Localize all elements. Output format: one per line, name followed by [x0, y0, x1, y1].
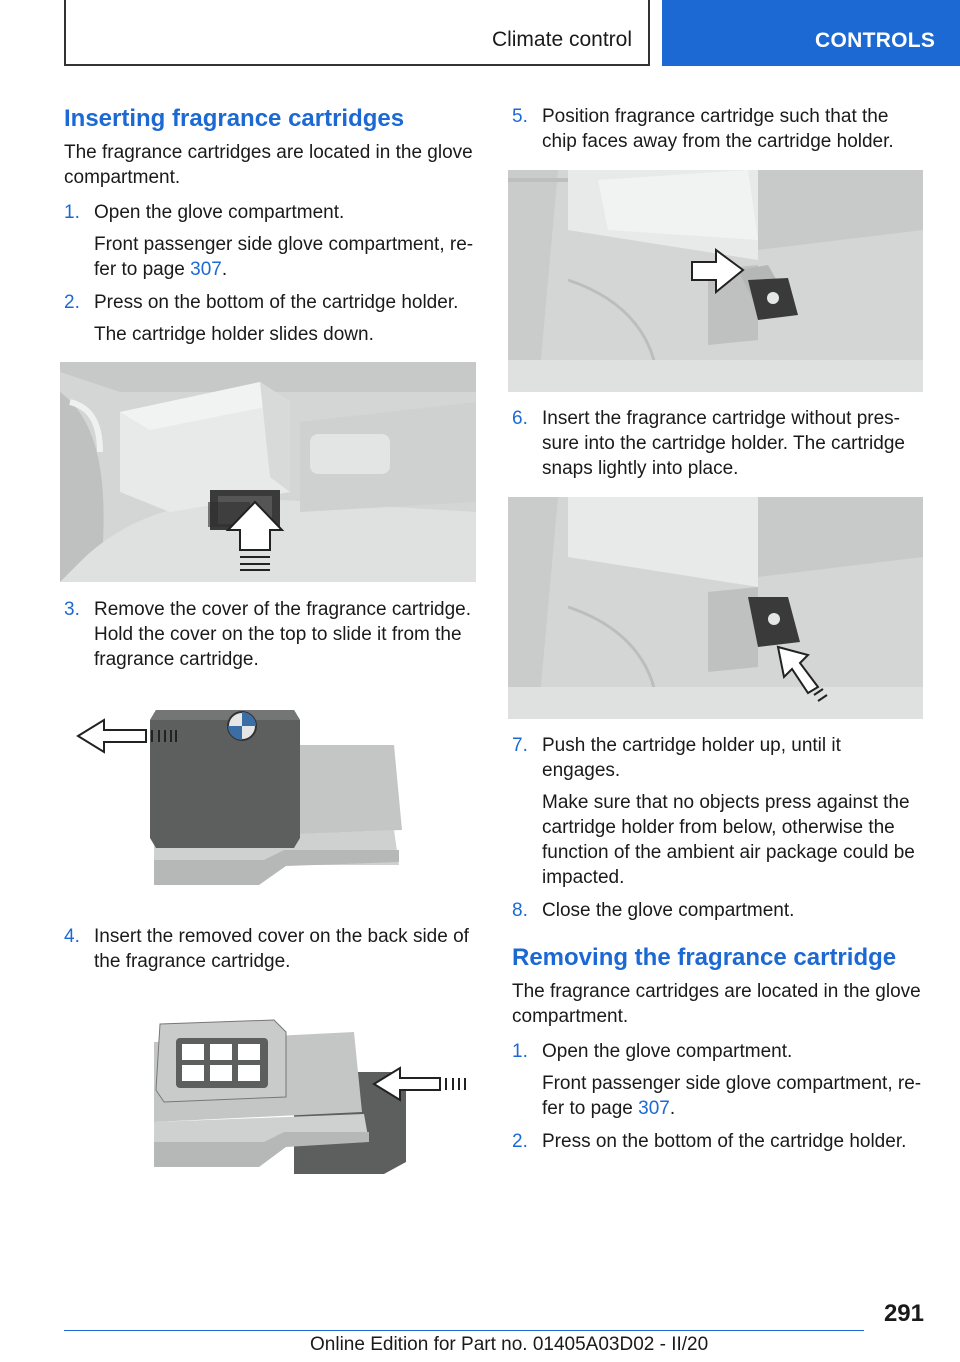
page-link-307[interactable]: 307	[190, 259, 222, 280]
step-text: Close the glove compartment.	[542, 900, 795, 921]
step-text: Remove the cover of the fragrance cartridge. Hold the cover on the top to slide it from the fragrance cartridge.	[94, 599, 472, 670]
right-column	[512, 104, 924, 1154]
step-text: Push the cartridge holder up, until it engages.	[542, 735, 841, 781]
header-section-title: Climate control	[491, 28, 632, 51]
remove-step-1-note	[512, 1071, 924, 1121]
intro-paragraph: The fragrance cartridges are located in the glove compartment.	[64, 142, 473, 188]
step-text: Press on the bottom of the cartridge holder.	[94, 292, 459, 313]
note-end: .	[669, 1098, 676, 1119]
step-1	[64, 200, 476, 225]
figure-cartridge-holder	[60, 362, 476, 582]
footer-divider	[64, 1330, 864, 1331]
step-4	[64, 924, 476, 974]
step-text: Open the glove compartment.	[94, 202, 345, 223]
step-2-note: The cartridge holder slides down.	[94, 324, 374, 345]
header-chapter-label: CONTROLS	[815, 29, 936, 52]
step-number: 2.	[512, 1131, 528, 1152]
step-number: 5.	[512, 106, 528, 127]
step-text: Insert the removed cover on the back side of the fragrance cartridge.	[94, 926, 469, 972]
footer-edition: Online Edition for Part no. 01405A03D02 - II/20	[310, 1334, 709, 1355]
intro-paragraph-2: The fragrance cartridges are located in the glove compartment.	[512, 981, 921, 1027]
step-number: 4.	[64, 926, 80, 947]
step-text: Position fragrance cartridge such that the chip faces away from the cartridge holder.	[542, 106, 894, 152]
step-number: 3.	[64, 599, 80, 620]
remove-step-2	[512, 1129, 924, 1154]
step-number: 1.	[64, 202, 80, 223]
note-end: .	[221, 259, 228, 280]
step-7-note: Make sure that no objects press against the cartridge holder from below, otherwise the function of the ambient air package could be impacted.	[542, 792, 915, 888]
header-chapter-tab	[662, 0, 960, 66]
section-title-removing: Removing the fragrance cartridge	[512, 944, 897, 971]
step-8	[512, 898, 924, 923]
step-5	[512, 104, 924, 154]
page-number: 291	[883, 1300, 924, 1327]
figure-insert-cartridge	[508, 497, 923, 719]
step-text: Open the glove compartment.	[542, 1041, 793, 1062]
step-text: Press on the bottom of the cartridge holder.	[542, 1131, 907, 1152]
step-number: 6.	[512, 408, 528, 429]
section-title-inserting: Inserting fragrance cartridges	[64, 105, 405, 132]
left-column	[64, 104, 476, 1222]
step-1-note	[64, 232, 476, 282]
step-number: 7.	[512, 735, 528, 756]
step-3	[64, 597, 476, 672]
figure-insert-cover-back	[64, 1002, 476, 1222]
step-2	[64, 290, 476, 315]
step-number: 1.	[512, 1041, 528, 1062]
step-text: Insert the fragrance cartridge without pres-sure into the cartridge holder. The cartridge snaps lightly into place.	[542, 408, 905, 479]
step-number: 8.	[512, 900, 528, 921]
note-text: Front passenger side glove compartment, re-fer to page	[542, 1073, 922, 1119]
step-7	[512, 733, 924, 783]
header-section-box	[64, 0, 650, 66]
step-number: 2.	[64, 292, 80, 313]
figure-position-cartridge	[508, 170, 923, 392]
page-link-307[interactable]: 307	[638, 1098, 670, 1119]
figure-remove-cover	[64, 690, 476, 910]
step-6	[512, 406, 924, 481]
remove-step-1	[512, 1039, 924, 1064]
note-text: Front passenger side glove compartment, re-fer to page	[94, 234, 474, 280]
